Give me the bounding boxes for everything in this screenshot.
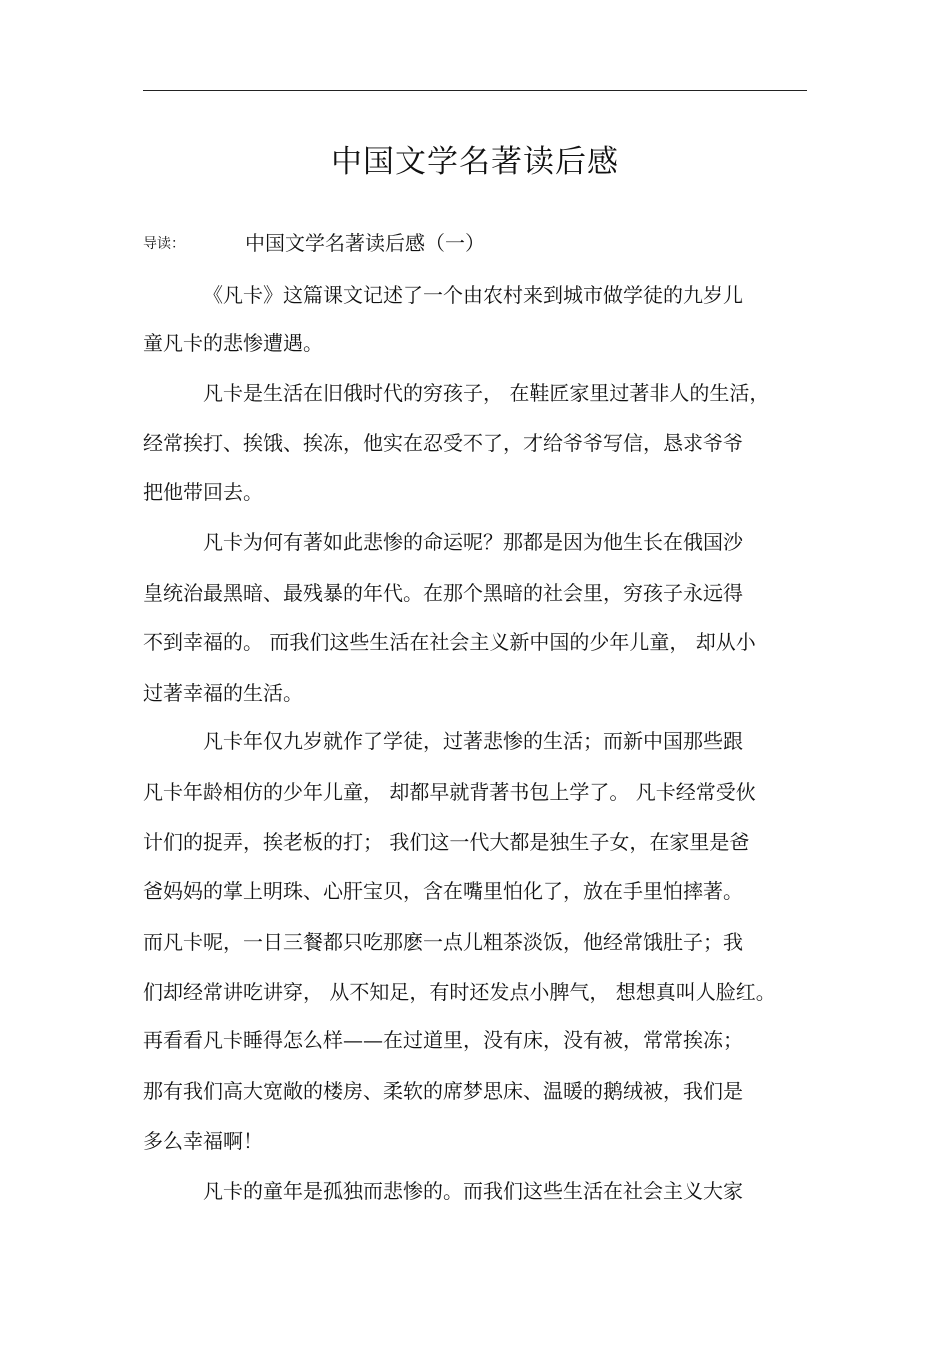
- header-rule: [143, 90, 807, 91]
- guide-subtitle: 中国文学名著读后感（一）: [245, 231, 485, 255]
- body-line: 凡卡是生活在旧俄时代的穷孩子， 在鞋匠家里过著非人的生活，: [203, 381, 770, 405]
- body-line: 而凡卡呢，一日三餐都只吃那麽一点儿粗茶淡饭，他经常饿肚子；我: [143, 930, 743, 954]
- body-line: 过著幸福的生活。: [143, 681, 303, 705]
- body-line: 把他带回去。: [143, 480, 263, 504]
- body-line: 凡卡年仅九岁就作了学徒，过著悲惨的生活；而新中国那些跟: [203, 729, 743, 753]
- body-line: 多么幸福啊！: [143, 1129, 263, 1153]
- body-line: 那有我们高大宽敞的楼房、柔软的席梦思床、温暖的鹅绒被，我们是: [143, 1079, 743, 1103]
- body-line: 《凡卡》这篇课文记述了一个由农村来到城市做学徒的九岁儿: [203, 283, 743, 307]
- body-line: 爸妈妈的掌上明珠、心肝宝贝，含在嘴里怕化了，放在手里怕摔著。: [143, 879, 743, 903]
- body-line: 童凡卡的悲惨遭遇。: [143, 331, 323, 355]
- body-line: 凡卡的童年是孤独而悲惨的。而我们这些生活在社会主义大家: [203, 1179, 743, 1203]
- body-line: 皇统治最黑暗、最残暴的年代。在那个黑暗的社会里，穷孩子永远得: [143, 581, 743, 605]
- body-line: 凡卡为何有著如此悲惨的命运呢？那都是因为他生长在俄国沙: [203, 530, 743, 554]
- body-line: 不到幸福的。 而我们这些生活在社会主义新中国的少年儿童， 却从小: [143, 630, 756, 654]
- document-title: 中国文学名著读后感: [331, 144, 619, 180]
- body-line: 经常挨打、挨饿、挨冻，他实在忍受不了，才给爷爷写信，恳求爷爷: [143, 431, 743, 455]
- body-line: 再看看凡卡睡得怎么样——在过道里，没有床，没有被，常常挨冻；: [143, 1028, 743, 1052]
- body-line: 计们的捉弄，挨老板的打； 我们这一代大都是独生子女，在家里是爸: [143, 830, 750, 854]
- guide-label: 导读：: [143, 236, 185, 252]
- body-line: 们却经常讲吃讲穿， 从不知足，有时还发点小脾气， 想想真叫人脸红。: [143, 980, 776, 1004]
- body-line: 凡卡年龄相仿的少年儿童， 却都早就背著书包上学了。 凡卡经常受伙: [143, 780, 756, 804]
